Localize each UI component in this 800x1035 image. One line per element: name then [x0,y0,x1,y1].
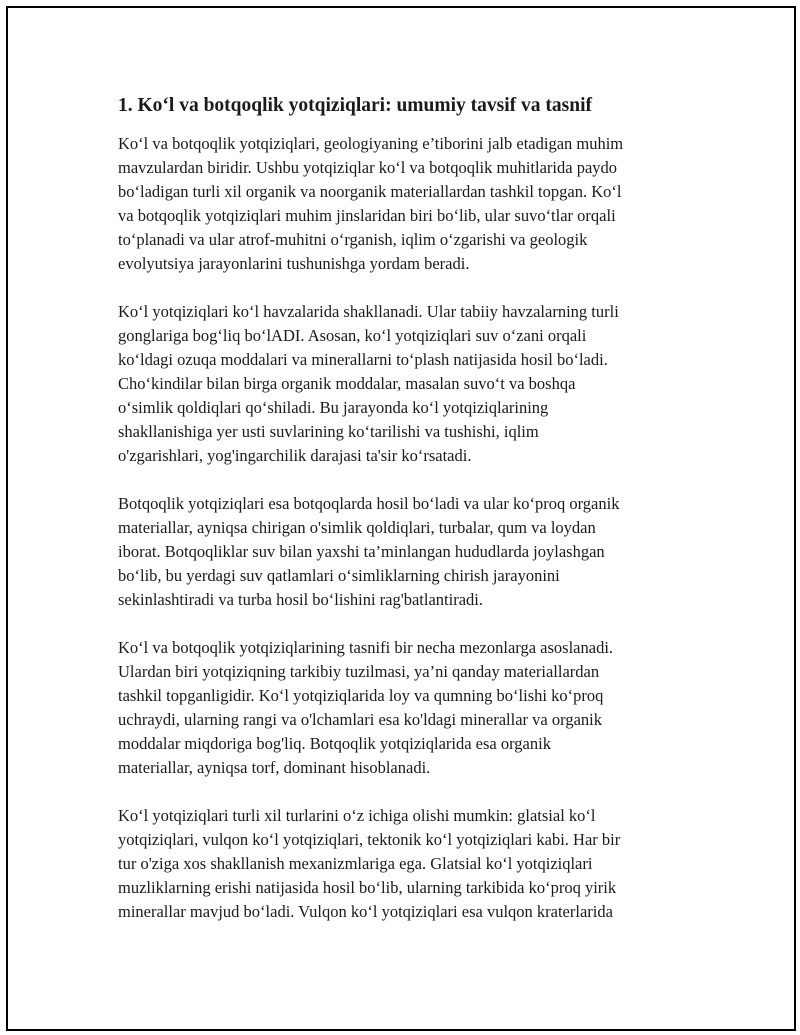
text-line: o‘simlik qoldiqlari qo‘shiladi. Bu jarayonda ko‘l yotqiziqlarining [118,398,549,417]
text-line: Ulardan biri yotqiziqning tarkibiy tuzilmasi, ya’ni qanday materiallardan [118,662,600,681]
document-body [118,92,690,948]
text-line: to‘planadi va ular atrof-muhitni o‘rganish, iqlim o‘zgarishi va geologik [118,230,588,249]
paragraph-3 [118,492,690,612]
text-line: tur o'ziga xos shakllanish mexanizmlariga ega. Glatsial ko‘l yotqiziqlari [118,854,593,873]
text-line: tashkil topganligidir. Ko‘l yotqiziqlarida loy va qumning bo‘lishi ko‘proq [118,686,604,705]
text-line: mavzulardan biridir. Ushbu yotqiziqlar ko‘l va botqoqlik muhitlarida paydo [118,158,618,177]
text-line: moddalar miqdoriga bog'liq. Botqoqlik yotqiziqlarida esa organik [118,734,551,753]
text-line: iborat. Botqoqliklar suv bilan yaxshi ta’minlangan hududlarda joylashgan [118,542,605,561]
text-line: gonglariga bog‘liq bo‘lADI. Asosan, ko‘l yotqiziqlari suv o‘zani orqali [118,326,587,345]
paragraph-1 [118,132,690,276]
text-line: sekinlashtiradi va turba hosil bo‘lishini rag'batlantiradi. [118,590,483,609]
text-line: uchraydi, ularning rangi va o'lchamlari esa ko'ldagi minerallar va organik [118,710,602,729]
text-line: Ko‘l yotqiziqlari turli xil turlarini o‘z ichiga olishi mumkin: glatsial ko‘l [118,806,596,825]
paragraph-2 [118,300,690,468]
text-line: materiallar, ayniqsa torf, dominant hisoblanadi. [118,758,431,777]
text-line: evolyutsiya jarayonlarini tushunishga yordam beradi. [118,254,470,273]
paragraph-5 [118,804,690,924]
text-line: muzliklarning erishi natijasida hosil bo‘lib, ularning tarkibida ko‘proq yirik [118,878,617,897]
text-line: Ko‘l va botqoqlik yotqiziqlarining tasnifi bir necha mezonlarga asoslanadi. [118,638,614,657]
text-line: shakllanishiga yer usti suvlarining ko‘tarilishi va tushishi, iqlim [118,422,539,441]
text-line: o'zgarishlari, yog'ingarchilik darajasi ta'sir ko‘rsatadi. [118,446,472,465]
text-line: ko‘ldagi ozuqa moddalari va minerallarni to‘plash natijasida hosil bo‘ladi. [118,350,608,369]
text-line: Cho‘kindilar bilan birga organik moddalar, masalan suvo‘t va boshqa [118,374,576,393]
text-line: bo‘ladigan turli xil organik va noorganik materiallardan tashkil topgan. Ko‘l [118,182,622,201]
paragraph-4 [118,636,690,780]
text-line: yotqiziqlari, vulqon ko‘l yotqiziqlari, tektonik ko‘l yotqiziqlari kabi. Har bir [118,830,621,849]
text-line: va botqoqlik yotqiziqlari muhim jinslaridan biri bo‘lib, ular suvo‘tlar orqali [118,206,616,225]
text-line: Ko‘l va botqoqlik yotqiziqlari, geologiyaning e’tiborini jalb etadigan muhim [118,134,624,153]
text-line: minerallar mavjud bo‘ladi. Vulqon ko‘l yotqiziqlari esa vulqon kraterlarida [118,902,613,921]
text-line: materiallar, ayniqsa chirigan o'simlik qoldiqlari, turbalar, qum va loydan [118,518,596,537]
section-heading: 1. Ko‘l va botqoqlik yotqiziqlari: umumiy tavsif va tasnif [118,95,592,116]
text-line: Botqoqlik yotqiziqlari esa botqoqlarda hosil bo‘ladi va ular ko‘proq organik [118,494,620,513]
text-line: bo‘lib, bu yerdagi suv qatlamlari o‘simliklarning chirish jarayonini [118,566,560,585]
text-line: Ko‘l yotqiziqlari ko‘l havzalarida shakllanadi. Ular tabiiy havzalarning turli [118,302,619,321]
